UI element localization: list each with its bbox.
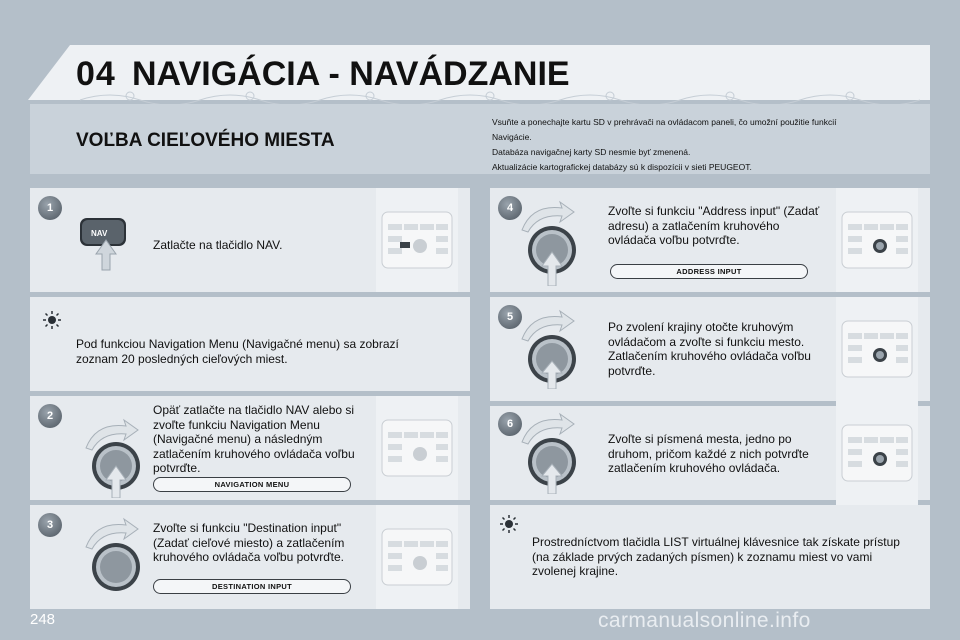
watermark: carmanualsonline.info (598, 609, 811, 632)
step-5-text: Po zvolení krajiny otočte kruhovým ovládačom a zvoľte si funkciu mesto. Zatlačením kruhového ovládača voľbu potvrďte. (608, 320, 811, 378)
step-5-panel-thumbnail (836, 297, 918, 401)
rotary-knob-illustration (82, 418, 152, 498)
page-title: NAVIGÁCIA - NAVÁDZANIE (132, 55, 570, 93)
intro-note (492, 115, 912, 175)
step-4-text: Zvoľte si funkciu "Address input" (Zadať adresu) a zatlačením kruhového ovládača voľbu potvrďte. (608, 204, 820, 247)
step-4-panel-thumbnail (836, 188, 918, 292)
step-3-panel-thumbnail (376, 505, 458, 609)
rotary-knob-illustration (518, 309, 588, 389)
step-4-badge: 4 (498, 196, 522, 220)
tip-icon (42, 310, 62, 335)
step-2-panel-thumbnail (376, 396, 458, 500)
step-2-text: Opäť zatlačte na tlačidlo NAV alebo si zvoľte funkciu Navigation Menu (Navigačné menu) a následným zatlačením kruhového ovládača voľbu potvrďte. (153, 403, 355, 475)
tip-2-text: Prostredníctvom tlačidla LIST virtuálnej klávesnice tak získate prístup (na základe prvých zadaných písmen) k zoznamu miest vo vami zvolenej krajine. (532, 535, 900, 578)
nav-button-illustration (78, 212, 138, 277)
step-6-text: Zvoľte si písmená mesta, jedno po druhom, pričom každé z nich potvrďte zatlačením kruhového ovládača. (608, 432, 809, 475)
chapter-number: 04 (76, 55, 116, 93)
step-3-badge: 3 (38, 513, 62, 537)
page-number: 248 (30, 611, 56, 628)
intro-line: Databáza navigačnej karty SD nesmie byť zmenená. (492, 147, 691, 157)
step-1-text: Zatlačte na tlačidlo NAV. (153, 238, 283, 252)
address-input-label: ADDRESS INPUT (610, 264, 808, 279)
step-2-badge: 2 (38, 404, 62, 428)
tip-icon (499, 514, 519, 539)
intro-line: Navigácie. (492, 132, 532, 142)
step-6-panel-thumbnail (836, 401, 918, 505)
step-5-badge: 5 (498, 305, 522, 329)
destination-input-label: DESTINATION INPUT (153, 579, 351, 594)
navigation-menu-label: NAVIGATION MENU (153, 477, 351, 492)
nav-button-label: NAV (91, 229, 108, 238)
rotary-knob-illustration (82, 517, 152, 597)
step-3-text: Zvoľte si funkciu "Destination input" (Zadať cieľové miesto) a zatlačením kruhového ovládača voľbu potvrďte. (153, 521, 345, 564)
intro-line: Aktualizácie kartografickej databázy sú k dispozícii v sieti PEUGEOT. (492, 162, 752, 172)
rotary-knob-illustration (518, 200, 588, 286)
tip-1-text: Pod funkciou Navigation Menu (Navigačné menu) sa zobrazí zoznam 20 posledných cieľových miest. (76, 337, 399, 366)
step-1-panel-thumbnail (376, 188, 458, 292)
rotary-knob-illustration (518, 412, 588, 494)
step-1-badge: 1 (38, 196, 62, 220)
section-subtitle: VOĽBA CIEĽOVÉHO MIESTA (76, 130, 335, 151)
intro-line: Vsuňte a ponechajte kartu SD v prehrávači na ovládacom paneli, čo umožní použitie funkcií (492, 117, 837, 127)
step-6-badge: 6 (498, 412, 522, 436)
header-fold (28, 45, 70, 100)
